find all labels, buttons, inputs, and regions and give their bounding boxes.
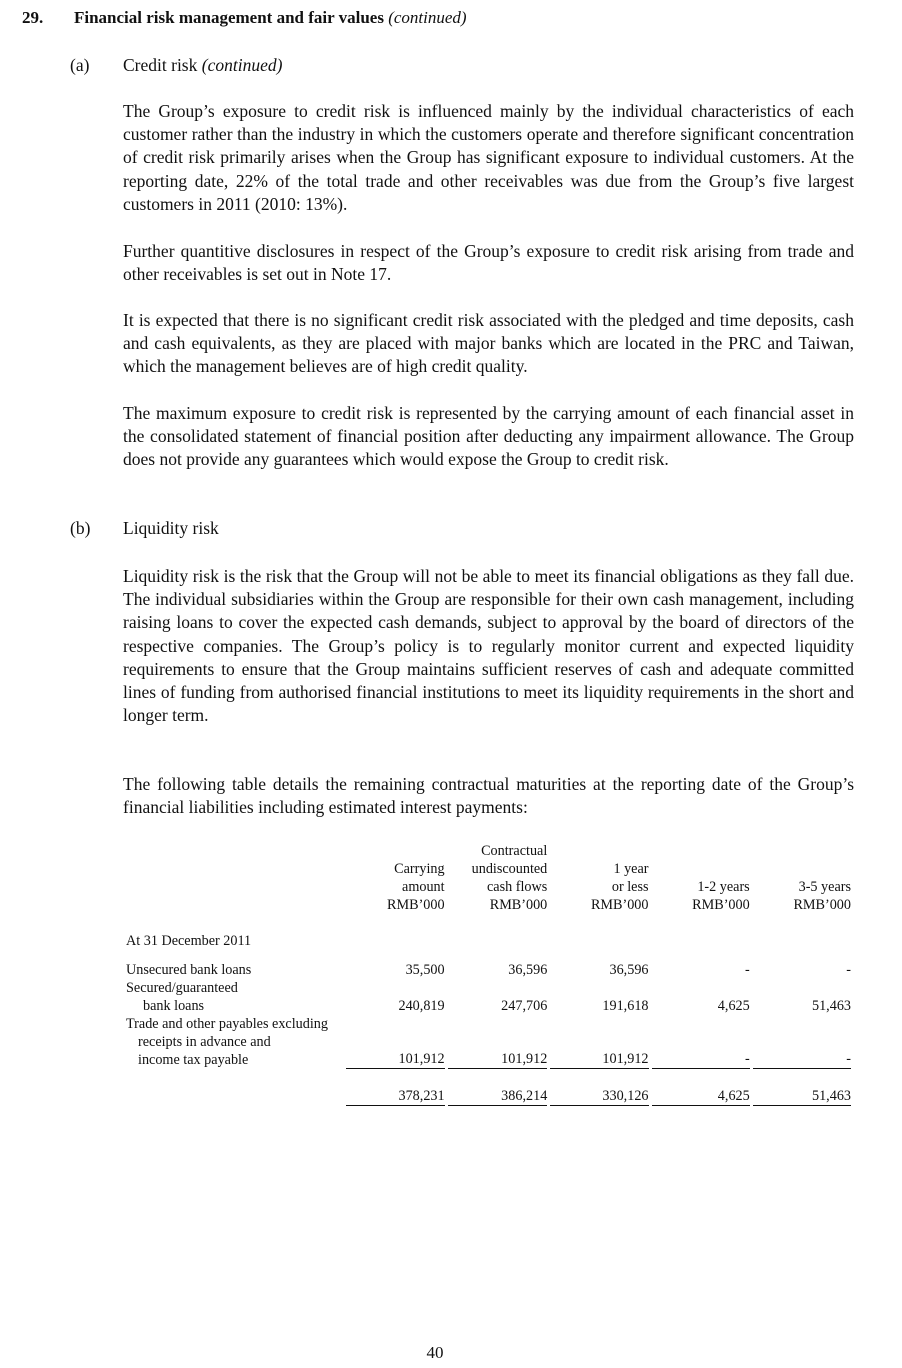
credit-risk-paragraph-2: Further quantitive disclosures in respect of the Group’s exposure to credit risk arising from trade and other receivables is set out in Note 17. <box>123 241 854 285</box>
section-a-suffix: (continued) <box>201 55 283 75</box>
credit-risk-paragraph-4: The maximum exposure to credit risk is represented by the carrying amount of each financial asset in the consolidated statement of financial position after deducting any impairment allowance. The Group does not provide any guarantees which would expose the Group to credit risk. <box>123 403 854 470</box>
column-header-1-year-or-less: 1 year or less RMB’000 <box>590 861 649 913</box>
liquidity-risk-paragraph-1: Liquidity risk is the risk that the Group will not be able to meet its financial obligations as they fall due. The individual subsidiaries within the Group are responsible for their own cash management, including raising loans to cover the expected cash demands, subject to approval by the board of directors of the respective companies. The Group’s policy is to regularly monitor current and expected liquidity requirements to ensure that the Group maintains sufficient reserves of cash and adequate committed lines of funding from authorised financial institutions to meet its liquidity requirements in the short and longer term. <box>123 566 854 726</box>
section-a-title: Credit risk <box>123 55 198 75</box>
note-title-suffix: (continued) <box>388 8 467 27</box>
table-header-row <box>123 842 854 914</box>
column-header-1-2-years: 1-2 years RMB’000 <box>692 879 750 913</box>
table-row: Secured/guaranteed bank loans 240,819 247,706 191,618 4,625 51,463 <box>126 980 851 1014</box>
table-row: Trade and other payables excluding receipts in advance and income tax payable 101,912 101,912 101,912 - - <box>126 1016 851 1068</box>
maturity-table <box>123 842 854 1106</box>
table-period-row <box>123 932 854 950</box>
page-number: 40 <box>426 1343 444 1362</box>
section-b-title: Liquidity risk <box>123 518 219 538</box>
section-b-label: (b) <box>70 518 91 538</box>
credit-risk-paragraph-1: The Group’s exposure to credit risk is influenced mainly by the individual characteristics of each customer rather than the industry in which the customers operate and therefore significant concentration of credit risk primarily arises when the Group has significant exposure to individual customers. At the reporting date, 22% of the total trade and other receivables was due from the Group’s five largest customers in 2011 (2010: 13%). <box>123 101 854 214</box>
note-heading <box>22 8 467 28</box>
liquidity-risk-paragraph-2: The following table details the remaining contractual maturities at the reporting date of the Group’s financial liabilities including estimated interest payments: <box>123 774 854 818</box>
note-title: Financial risk management and fair values <box>74 8 384 27</box>
table-total-row: 378,231 386,214 330,126 4,625 51,463 <box>123 1087 854 1106</box>
note-number: 29. <box>22 8 44 27</box>
period-label: At 31 December 2011 <box>126 933 252 949</box>
table-row: Unsecured bank loans 35,500 36,596 36,596 - - <box>126 962 851 978</box>
column-header-contractual-cash-flows: Contractual undiscounted cash flows RMB’000 <box>471 843 548 913</box>
column-header-3-5-years: 3-5 years RMB’000 <box>793 879 851 913</box>
section-a-label: (a) <box>70 55 90 75</box>
credit-risk-paragraph-3: It is expected that there is no significant credit risk associated with the pledged and time deposits, cash and cash equivalents, as they are placed with major banks which are located in the PRC and Taiwan, which the management believes are of high credit quality. <box>123 310 854 377</box>
column-header-carrying-amount: Carrying amount RMB’000 <box>387 861 445 913</box>
